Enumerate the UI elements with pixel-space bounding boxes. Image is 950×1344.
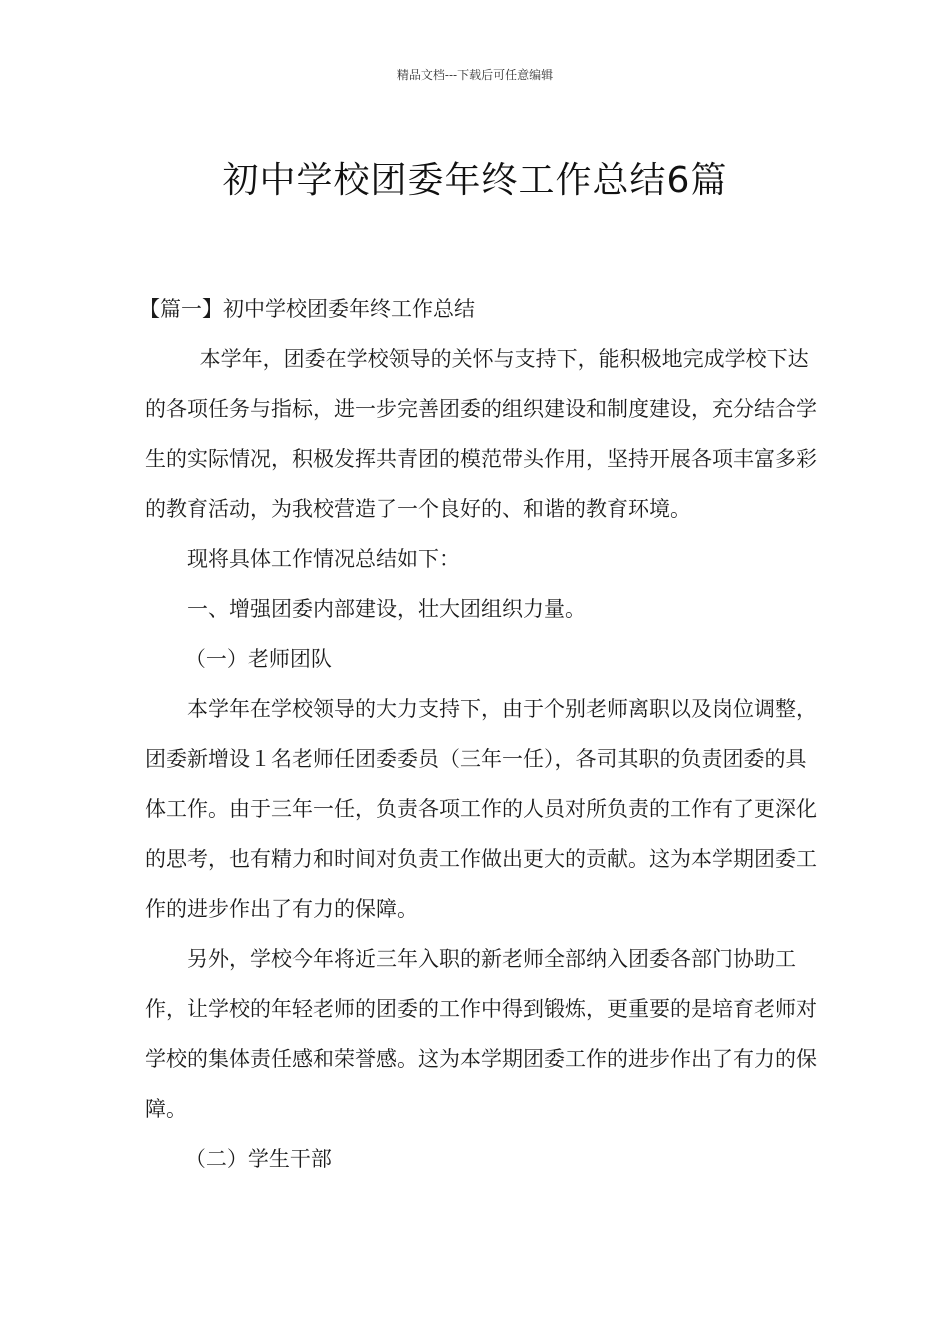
document-title: 初中学校团委年终工作总结6篇 — [222, 160, 728, 202]
section-heading: 【篇一】初中学校团委年终工作总结 — [139, 297, 475, 321]
part-heading: 一、增强团委内部建设，壮大团组织力量。 — [187, 597, 586, 621]
subsection-heading-students: （二）学生干部 — [184, 1147, 332, 1171]
body-paragraph: 另外，学校今年将近三年入职的新老师全部纳入团委各部门协助工作，让学校的年轻老师的团委的工作中得到锻炼，更重要的是培育老师对学校的集体责任感和荣誉感。这为本学期团委工作的进步作出了有力的保障。 — [145, 947, 817, 1121]
intro-paragraph: 本学年，团委在学校领导的关怀与支持下，能积极地完成学校下达的各项任务与指标，进一步完善团委的组织建设和制度建设，充分结合学生的实际情况，积极发挥共青团的模范带头作用，坚持开展各项丰富多彩的教育活动，为我校营造了一个良好的、和谐的教育环境。 — [145, 347, 817, 521]
summary-lead: 现将具体工作情况总结如下： — [187, 547, 460, 571]
document-body — [139, 284, 825, 1184]
header-note: 精品文档---下载后可任意编辑 — [396, 68, 554, 82]
body-paragraph: 本学年在学校领导的大力支持下，由于个别老师离职以及岗位调整，团委新增设１名老师任团委委员（三年一任），各司其职的负责团委的具体工作。由于三年一任，负责各项工作的人员对所负责的工作有了更深化的思考，也有精力和时间对负责工作做出更大的贡献。这为本学期团委工作的进步作出了有力的保障。 — [145, 697, 817, 921]
subsection-heading-teachers: （一）老师团队 — [184, 647, 332, 671]
